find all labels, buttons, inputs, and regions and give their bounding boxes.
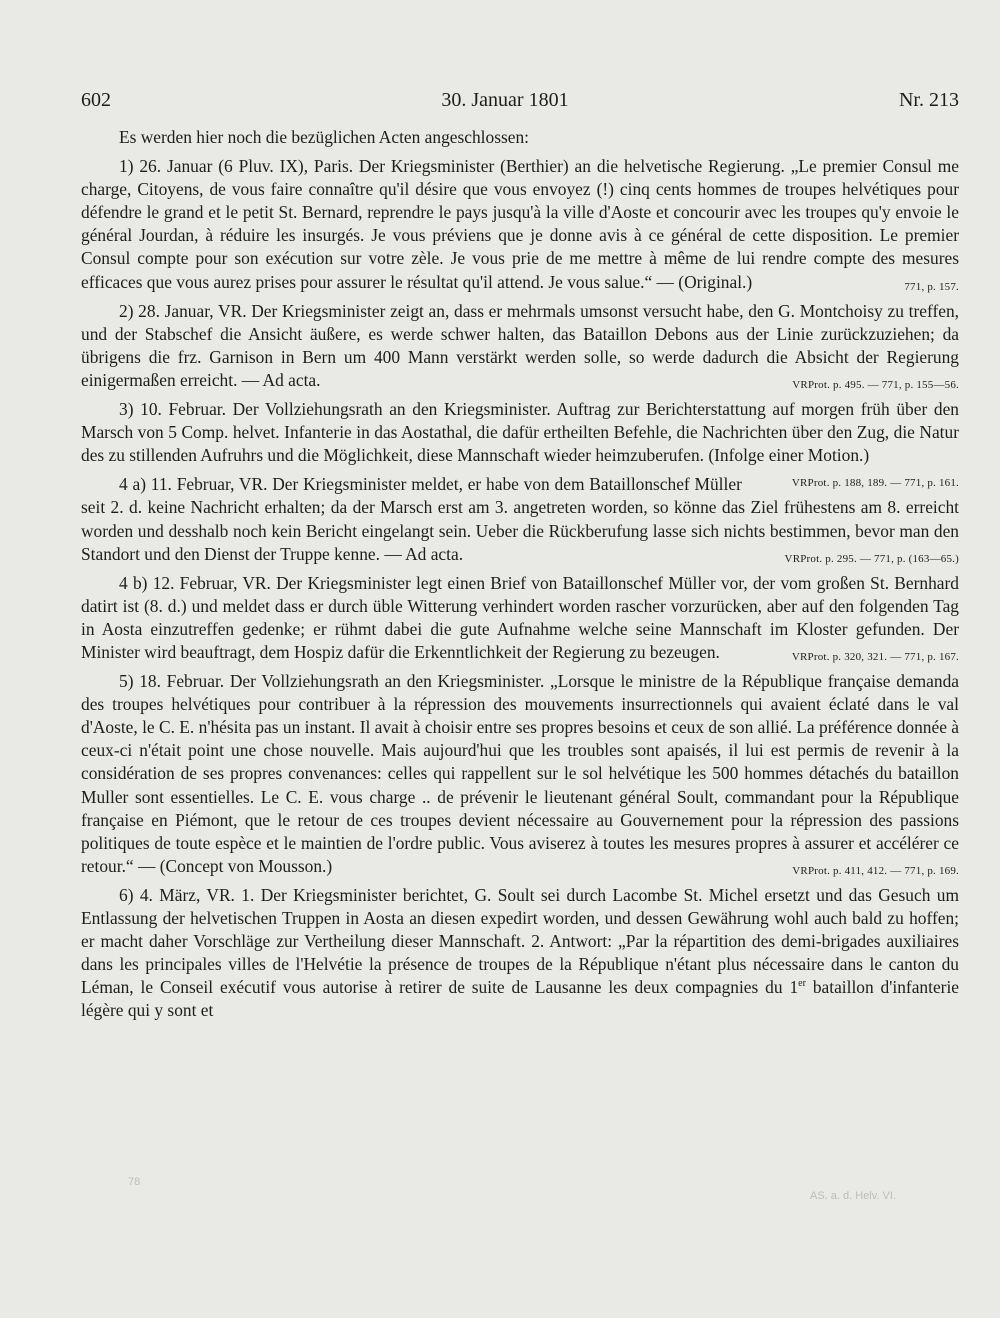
entry-4a-text: 4 a) 11. Februar, VR. Der Kriegsminister meldet, er habe von dem Bataillonschef Müller seit 2. d. keine Nachricht erhalten; da der Marsch erst am 3. angetreten worden, so könne das Ziel frühestens am 8. erreicht worden und desshalb noch kein Bericht eingelangt sein. Ueber die Rückberufung lasse sich nichts bestimmen, bevor man den Standort und den Dienst der Truppe kenne. — Ad acta. (81, 474, 959, 564)
entry-2-text: 2) 28. Januar, VR. Der Kriegsminister zeigt an, dass er mehrmals umsonst versucht habe, den G. Montchoisy zu treffen, und der Stabschef die Ansicht äußere, es werde schwer halten, das Bataillon Debons aus der Linie zurückzuziehen; da übrigens die frz. Garnison in Bern um 400 Mann verstärkt werden solle, so werde dadurch die Absicht der Regierung einigermaßen erreicht. — Ad acta. (81, 300, 959, 390)
page-date: 30. Januar 1801 (441, 89, 569, 111)
entry-6-superscript: er (798, 978, 806, 990)
entry-5-text: 5) 18. Februar. Der Vollziehungsrath an den Kriegsminister. „Lorsque le ministre de la République française demanda des troupes helvétiques pour contribuer à la répression des mouvements insurrectionnels qui avaient éclaté dans le val d'Aoste, le C. E. n'hésita pas un instant. Il avait à choisir entre ses propres besoins et ceux de son allié. La préférence donnée à ceux-ci n'était point une chose nouvelle. Mais aujourd'hui que les troubles sont apaisés, il lui est permis de revenir à la considération de ses propres convenances: celles qui rappellent sur le sol helvétique les 500 hommes détachés du bataillon Muller sont essentielles. Le C. E. vous charge .. de prévenir le lieutenant général Soult, commandant pour la République française en Piémont, que le retour de ces troupes devient nécessaire au Gouvernement pour la répression des passions politiques de toute espèce et le maintien de l'ordre public. Vous aviserez à toutes les mesures propres à assurer et accélérer ce retour.“ — (Concept von Mousson.) (81, 671, 959, 876)
page-number: 602 (81, 89, 111, 111)
entry-1-text: 1) 26. Januar (6 Pluv. IX), Paris. Der Kriegsminister (Berthier) an die helvetische Regierung. „Le premier Consul me charge, Citoyens, de vous faire connaître qu'il désire que vous envoyez (!) cinq cents hommes de troupes helvétiques pour défendre le grand et le petit St. Bernard, reprendre le pays jusqu'à la ville d'Aoste et concourir avec les troupes qu'y envoie le général Jourdan, à réduire les insurgés. Je vous préviens que je donne avis à ce général de cette disposition. Le premier Consul compte pour son exécution sur votre zèle. Je vous prie de me mettre à même de lui rendre compte des mesures efficaces que vous aurez prises pour assurer le résultat qu'il attend. Je vous salue.“ — (Original.) (81, 156, 959, 292)
entry-6-text-start: 6) 4. März, VR. 1. Der Kriegsminister berichtet, G. Soult sei durch Lacombe St. Michel ersetzt und das Gesuch um Entlassung der helvetischen Truppen in Aosta an diesen expedirt worden, und dessen Gewährung wohl auch bald zu hoffen; er macht daher Vorschläge zur Vertheilung dieser Mannschaft. 2. Antwort: „Par la répartition des demi-brigades auxiliaires dans les principales villes de l'Helvétie la présence de troupes de la République n'étant plus nécessaire dans le canton du Léman, le Conseil exécutif vous autorise à retirer de suite de Lausanne les deux compagnies du 1 (81, 884, 959, 998)
entry-1-reference: 771, p. 157. (904, 280, 959, 293)
entry-4a-reference: VRProt. p. 295. — 771, p. (163—65.) (784, 552, 959, 565)
entry-2-reference: VRProt. p. 495. — 771, p. 155—56. (792, 378, 959, 391)
entry-2 (81, 300, 959, 392)
entry-5 (81, 670, 959, 878)
entry-6-text-end: bataillon d'infanterie légère qui y sont et (81, 977, 960, 1021)
entry-3-reference: VRProt. p. 188, 189. — 771, p. 161. (791, 477, 959, 490)
body-text (81, 126, 959, 1022)
entry-1 (81, 155, 959, 294)
entry-3 (81, 398, 959, 490)
bleed-through-left: 78 (128, 1176, 141, 1188)
entry-6 (81, 884, 959, 1023)
entry-4b-reference: VRProt. p. 320, 321. — 771, p. 167. (791, 650, 959, 663)
bleed-through-right: AS. a. d. Helv. VI. (810, 1190, 896, 1202)
entry-4b (81, 572, 959, 664)
entry-3-text: 3) 10. Februar. Der Vollziehungsrath an den Kriegsminister. Auftrag zur Berichterstattung auf morgen früh über den Marsch von 5 Comp. helvet. Infanterie in das Aostathal, die dafür ertheilten Befehle, die Nachrichten über den Zug, die Natur des zu stillenden Aufruhrs und die Möglichkeit, diese Mannschaft wieder heimzuberufen. (Infolge einer Motion.) (81, 399, 959, 466)
intro-paragraph: Es werden hier noch die bezüglichen Acten angeschlossen: (119, 127, 529, 147)
document-number: Nr. 213 (898, 89, 959, 111)
running-head (81, 88, 959, 112)
entry-5-reference: VRProt. p. 411, 412. — 771, p. 169. (792, 864, 959, 877)
entry-4b-text: 4 b) 12. Februar, VR. Der Kriegsminister legt einen Brief von Bataillonschef Müller vor, der vom großen St. Bernhard datirt ist (8. d.) und meldet dass er durch üble Witterung verhindert worden rascher vorzurücken, aber auf den folgenden Tag in Aosta einzutreffen gedenke; er rühmt dabei die gute Aufnahme welche seine Mannschaft im Kloster gefunden. Der Minister wird beauftragt, dem Hospiz dafür die Erkenntlichkeit der Regierung zu bezeugen. (81, 572, 959, 662)
